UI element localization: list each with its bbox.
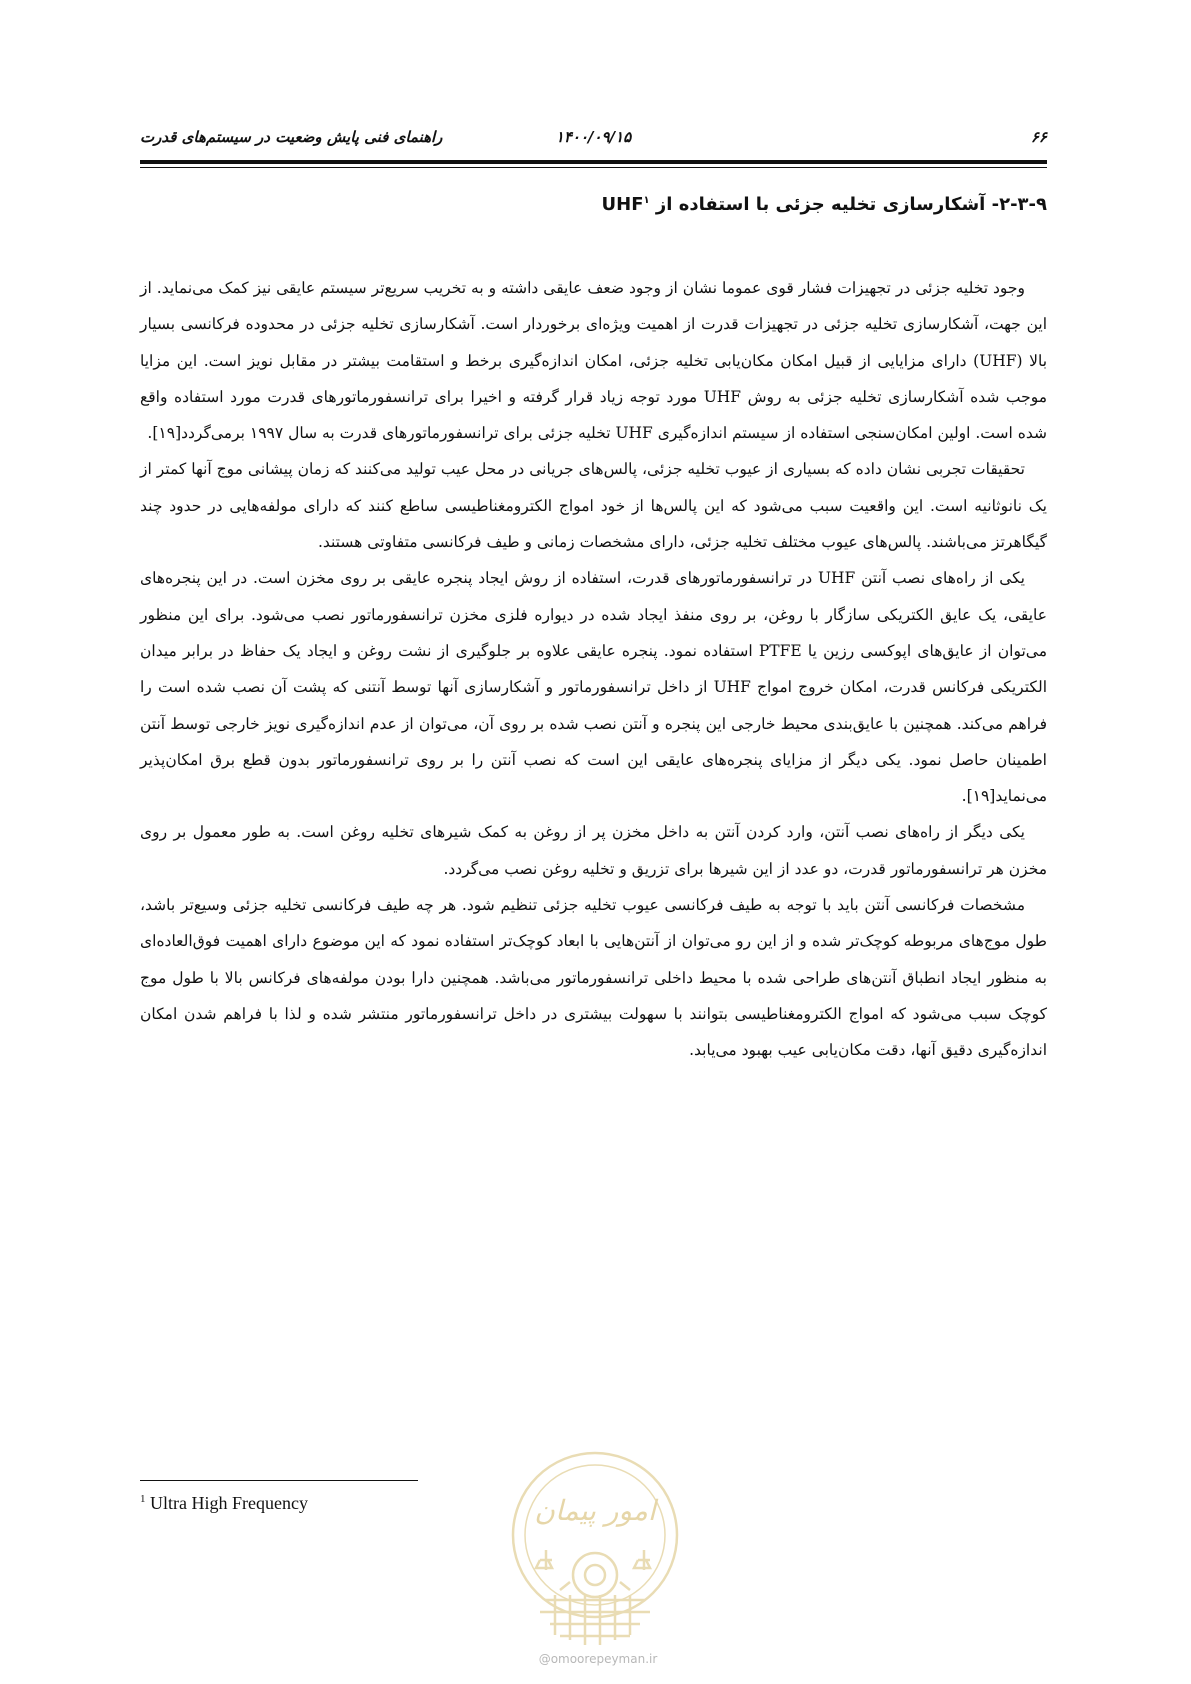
footnote-text: Ultra High Frequency <box>150 1493 308 1513</box>
footnote-reference[interactable]: ۱ <box>643 195 650 206</box>
watermark-logo-icon <box>500 1440 690 1660</box>
footnote-rule <box>140 1480 418 1481</box>
footnote-marker: 1 <box>140 1493 146 1505</box>
section-heading-text: ۲-۳-۹- آشکارسازی تخلیه جزئی با استفاده از UHF <box>601 194 1047 215</box>
footnote <box>140 1493 308 1514</box>
paragraph: مشخصات فرکانسی آنتن باید با توجه به طیف فرکانسی عیوب تخلیه جزئی تنظیم شود. هر چه طیف فرکانسی تخلیه جزئی وسیع‌تر باشد، طول موج‌های مربوطه کوچک‌تر شده و از این رو می‌توان از آنتن‌هایی با ابعاد کوچک‌تر استفاده نمود که این موضوع دارای اهمیت فوق‌العاده‌ای به منظور ایجاد انطباق آنتن‌های طراحی شده با محیط داخلی ترانسفورماتور می‌باشد. همچنین دارا بودن مولفه‌های فرکانس بالا با طول موج کوچک سبب می‌شود که امواج الکترومغناطیسی بتوانند با سهولت بیشتری در داخل ترانسفورماتور منتشر شده و لذا با فراهم شدن امکان اندازه‌گیری دقیق آنها، دقت مکان‌یابی عیب بهبود می‌یابد. <box>140 896 1047 1060</box>
watermark-credit: @omoorepeyman.ir <box>538 1652 658 1666</box>
paragraph: وجود تخلیه جزئی در تجهیزات فشار قوی عموما نشان از وجود ضعف عایقی داشته و به تخریب سریع‌تر سیستم عایقی نیز کمک می‌نماید. از این جهت، آشکارسازی تخلیه جزئی در تجهیزات قدرت از اهمیت ویژه‌ای برخوردار است. آشکارسازی تخلیه جزئی در محدوده فرکانسی بسیار بالا (UHF) دارای مزایایی از قبیل امکان مکان‌یابی تخلیه جزئی، امکان اندازه‌گیری برخط و استقامت بیشتر در مقابل نویز است. این مزایا موجب شده آشکارسازی تخلیه جزئی به روش UHF مورد توجه زیاد قرار گرفته و اخیرا برای ترانسفورماتورهای قدرت مورد استفاده واقع شده است. اولین امکان‌سنجی استفاده از سیستم اندازه‌گیری UHF تخلیه جزئی برای ترانسفورماتورهای قدرت به سال ۱۹۹۷ برمی‌گردد[۱۹]. <box>140 279 1048 443</box>
paragraph: یکی از راه‌های نصب آنتن UHF در ترانسفورماتورهای قدرت، استفاده از روش ایجاد پنجره عایقی بر روی مخزن است. در این پنجره‌های عایقی، یک عایق الکتریکی سازگار با روغن، بر روی منفذ ایجاد شده در دیواره فلزی مخزن ترانسفورماتور نصب می‌شود. برای این منظور می‌توان از عایق‌های اپوکسی رزین یا PTFE استفاده نمود. پنجره عایقی علاوه بر جلوگیری از نشت روغن و ایجاد یک حفاظ در برابر میدان الکتریکی فرکانس قدرت، امکان خروج امواج UHF از داخل ترانسفورماتور و آشکارسازی آنها توسط آنتنی که پشت آن نصب شده است را فراهم می‌کند. همچنین با عایق‌بندی محیط خارجی این پنجره و آنتن نصب شده بر روی آن، می‌توان از عدم اندازه‌گیری نویز خارجی توسط آنتن اطمینان حاصل نمود. یکی دیگر از مزایای پنجره‌های عایقی این است که نصب آنتن را بر روی ترانسفورماتور بدون قطع برق امکان‌پذیر می‌نماید[۱۹]. <box>140 569 1048 806</box>
header-title: راهنمای فنی پایش وضعیت در سیستم‌های قدرت <box>140 128 443 146</box>
running-header <box>140 128 1047 154</box>
section-heading <box>140 194 1047 215</box>
paragraph: یکی دیگر از راه‌های نصب آنتن، وارد کردن آنتن به داخل مخزن پر از روغن به کمک شیرهای تخلیه روغن است. به طور معمول بر روی مخزن هر ترانسفورماتور قدرت، دو عدد از این شیرها برای تزریق و تخلیه روغن نصب می‌گردد. <box>140 823 1047 878</box>
header-rule-thick <box>140 160 1047 164</box>
watermark-logo-text: امور پیمان <box>534 1494 656 1527</box>
body-text <box>140 270 1047 1069</box>
page-number: ۶۶ <box>1030 128 1047 146</box>
paragraph: تحقیقات تجربی نشان داده که بسیاری از عیوب تخلیه جزئی، پالس‌های جریانی در محل عیب تولید می‌کنند که زمان پیشانی موج آنها کمتر از یک نانوثانیه است. این واقعیت سبب می‌شود که این پالس‌ها از خود امواج الکترومغناطیسی ساطع کنند که دارای مولفه‌هایی در حدود چند گیگاهرتز می‌باشند. پالس‌های عیوب مختلف تخلیه جزئی، دارای مشخصات زمانی و طیف فرکانسی متفاوتی هستند. <box>140 460 1047 552</box>
header-date: ۱۴۰۰/۰۹/۱۵ <box>555 128 632 146</box>
header-rule-thin <box>140 167 1047 168</box>
